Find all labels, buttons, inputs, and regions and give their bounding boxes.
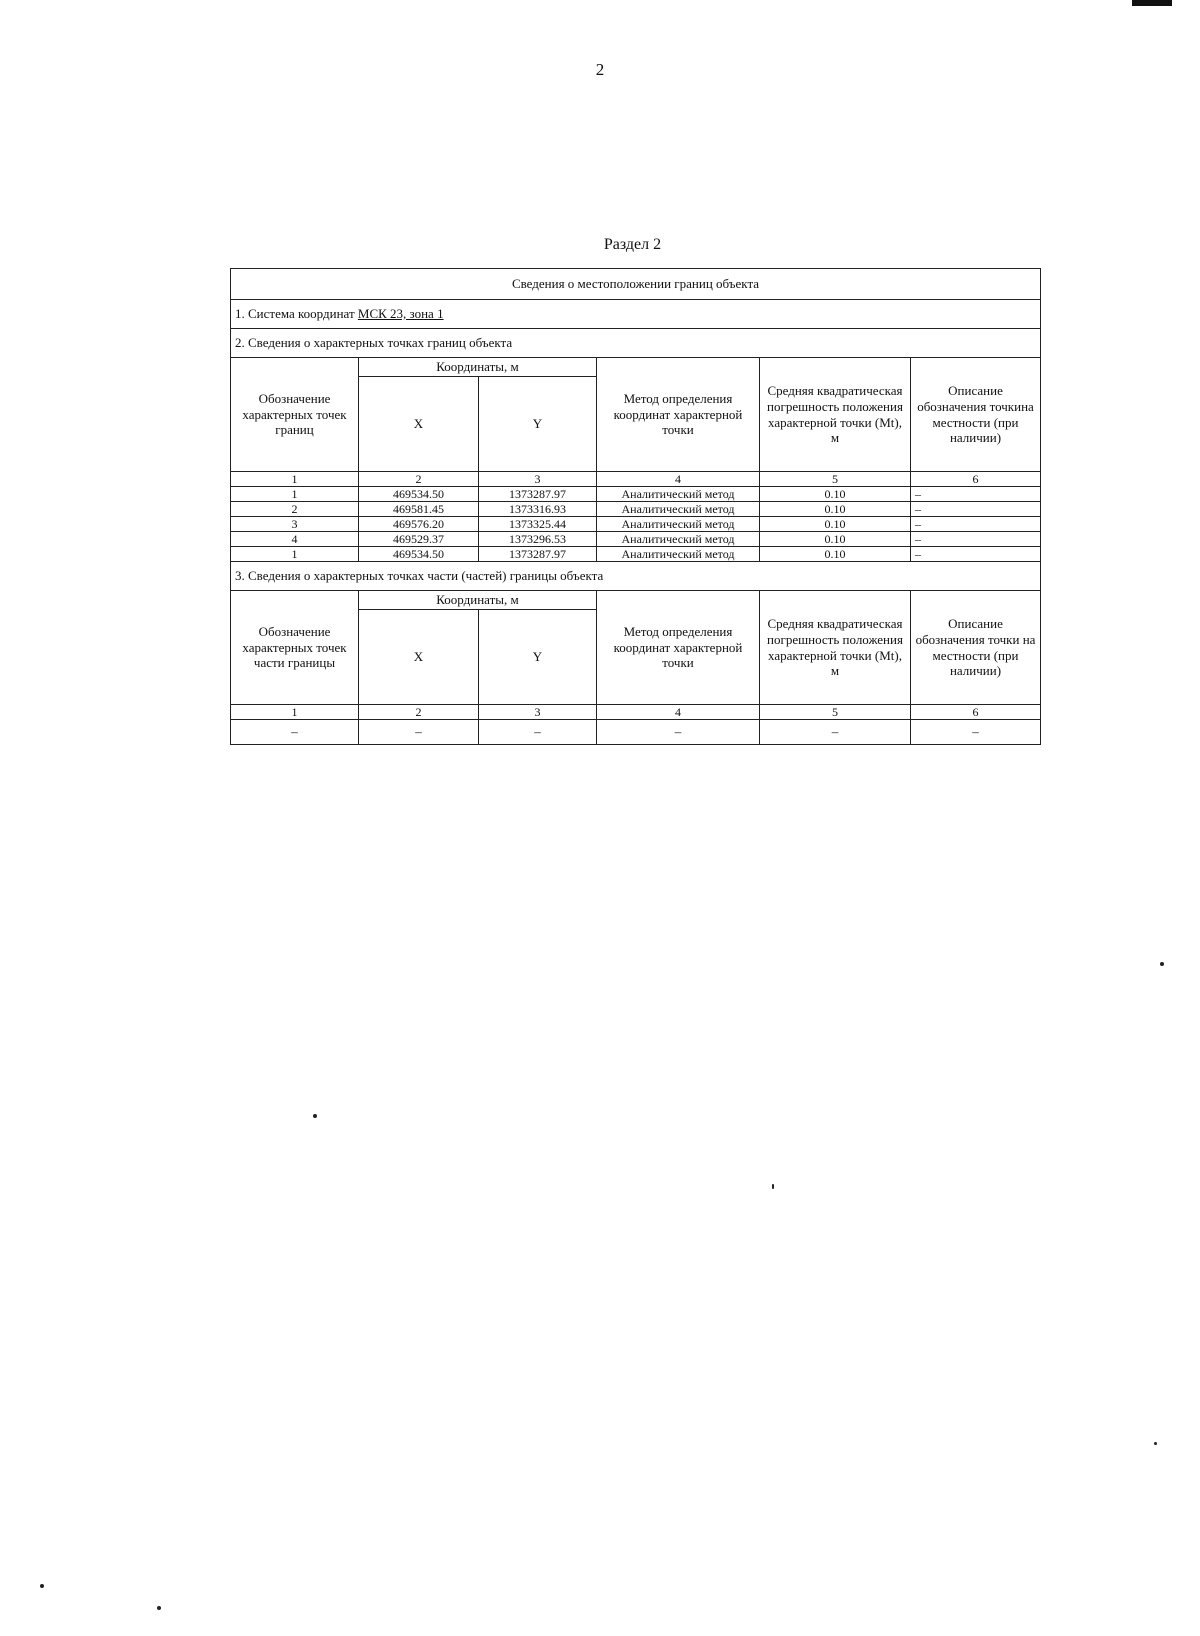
header-coordinates: Координаты, м	[359, 358, 597, 377]
header-error: Средняя квадратическая погрешность положения характерной точки (Mt), м	[760, 591, 911, 705]
page-number: 2	[595, 60, 605, 79]
col-number: 3	[479, 472, 597, 487]
col-number: 5	[760, 472, 911, 487]
point-error: 0.10	[760, 487, 911, 502]
parts-cell: –	[760, 720, 911, 745]
coord-system-row	[231, 300, 1041, 329]
scan-speck	[313, 1114, 317, 1118]
table-row	[231, 720, 1041, 745]
header-method: Метод определения координат характерной точки	[597, 591, 760, 705]
point-method: Аналитический метод	[597, 502, 760, 517]
col-number: 4	[597, 705, 760, 720]
point-error: 0.10	[760, 517, 911, 532]
header-method: Метод определения координат характерной точки	[597, 358, 760, 472]
point-x: 469529.37	[359, 532, 479, 547]
header-description: Описание обозначения точки на местности (при наличии)	[911, 591, 1041, 705]
parts-cell: –	[231, 720, 359, 745]
col-number: 6	[911, 705, 1041, 720]
col-number: 3	[479, 705, 597, 720]
section-title: Раздел 2	[603, 236, 662, 253]
point-id: 1	[231, 547, 359, 562]
scan-speck	[772, 1184, 774, 1189]
point-id: 1	[231, 487, 359, 502]
table-row	[231, 532, 1041, 547]
col-number: 1	[231, 472, 359, 487]
point-error: 0.10	[760, 532, 911, 547]
point-method: Аналитический метод	[597, 532, 760, 547]
col-number: 2	[359, 705, 479, 720]
table-caption: Сведения о местоположении границ объекта	[231, 269, 1041, 300]
coord-system-label: 1. Система координат	[235, 306, 358, 322]
boundary-table	[230, 268, 1040, 745]
point-x: 469534.50	[359, 547, 479, 562]
parts-cell: –	[359, 720, 479, 745]
section-parts-title: 3. Сведения о характерных точках части (частей) границы объекта	[231, 562, 1041, 591]
scan-speck	[157, 1606, 161, 1610]
section-points-title: 2. Сведения о характерных точках границ объекта	[231, 329, 1041, 358]
header-point-designation: Обозначение характерных точек части границы	[231, 591, 359, 705]
header-description: Описание обозначения точкина местности (при наличии)	[911, 358, 1041, 472]
scan-speck	[40, 1584, 44, 1588]
parts-cell: –	[479, 720, 597, 745]
col-number: 2	[359, 472, 479, 487]
scan-speck	[1160, 962, 1164, 966]
point-id: 2	[231, 502, 359, 517]
header-error: Средняя квадратическая погрешность положения характерной точки (Mt), м	[760, 358, 911, 472]
point-desc: –	[911, 532, 1041, 547]
scan-mark	[1132, 0, 1172, 6]
point-error: 0.10	[760, 502, 911, 517]
header-point-designation: Обозначение характерных точек границ	[231, 358, 359, 472]
col-number: 5	[760, 705, 911, 720]
header-y: Y	[479, 377, 597, 472]
point-y: 1373325.44	[479, 517, 597, 532]
scan-speck	[1154, 1442, 1157, 1445]
point-y: 1373287.97	[479, 487, 597, 502]
point-desc: –	[911, 517, 1041, 532]
point-desc: –	[911, 547, 1041, 562]
point-y: 1373316.93	[479, 502, 597, 517]
header-x: X	[359, 377, 479, 472]
point-x: 469576.20	[359, 517, 479, 532]
parts-cell: –	[911, 720, 1041, 745]
header-x: X	[359, 610, 479, 705]
point-desc: –	[911, 502, 1041, 517]
table-row	[231, 502, 1041, 517]
parts-cell: –	[597, 720, 760, 745]
point-x: 469534.50	[359, 487, 479, 502]
point-id: 4	[231, 532, 359, 547]
point-x: 469581.45	[359, 502, 479, 517]
point-y: 1373287.97	[479, 547, 597, 562]
col-number: 4	[597, 472, 760, 487]
point-error: 0.10	[760, 547, 911, 562]
col-number: 1	[231, 705, 359, 720]
header-y: Y	[479, 610, 597, 705]
point-y: 1373296.53	[479, 532, 597, 547]
coord-system-value: МСК 23, зона 1	[357, 306, 444, 322]
point-method: Аналитический метод	[597, 547, 760, 562]
table-row	[231, 487, 1041, 502]
point-method: Аналитический метод	[597, 487, 760, 502]
col-number: 6	[911, 472, 1041, 487]
point-desc: –	[911, 487, 1041, 502]
header-coordinates: Координаты, м	[359, 591, 597, 610]
table-row	[231, 517, 1041, 532]
point-id: 3	[231, 517, 359, 532]
point-method: Аналитический метод	[597, 517, 760, 532]
table-row	[231, 547, 1041, 562]
